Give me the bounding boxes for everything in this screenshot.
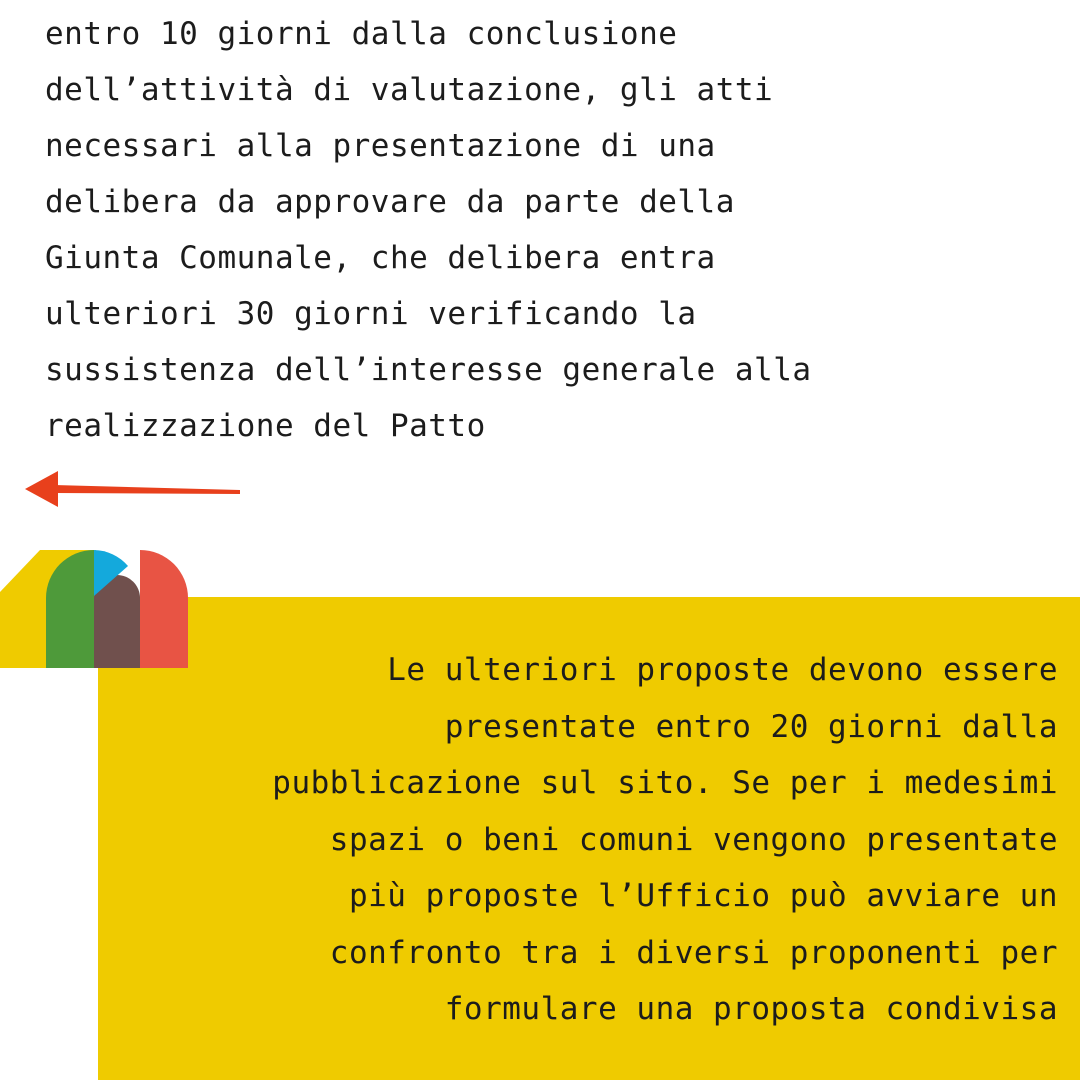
highlight-line: formulare una proposta condivisa bbox=[444, 991, 1058, 1027]
logo-icon bbox=[0, 548, 190, 670]
highlight-line: presentate entro 20 giorni dalla bbox=[444, 708, 1058, 745]
highlight-line: pubblicazione sul sito. Se per i medesimi bbox=[272, 765, 1058, 801]
highlight-line: confronto tra i diversi proponenti per bbox=[329, 934, 1058, 971]
paragraph-line: entro 10 giorni dalla conclusione bbox=[45, 16, 678, 52]
paragraph-line: necessari alla presentazione di una bbox=[45, 128, 716, 164]
left-arrow-icon[interactable] bbox=[22, 466, 246, 512]
highlight-line: Le ulteriori proposte devono essere bbox=[387, 652, 1058, 688]
paragraph-line: realizzazione del Patto bbox=[45, 408, 486, 444]
highlight-line: più proposte l’Ufficio può avviare un bbox=[348, 878, 1058, 914]
paragraph-line: delibera da approvare da parte della bbox=[45, 184, 735, 220]
highlight-paragraph bbox=[98, 642, 1058, 1038]
paragraph-line: dell’attività di valutazione, gli atti bbox=[45, 72, 774, 108]
paragraph-line: ulteriori 30 giorni verificando la bbox=[45, 296, 697, 332]
paragraph-line: Giunta Comunale, che delibera entra bbox=[45, 240, 716, 276]
highlight-line: spazi o beni comuni vengono presentate bbox=[329, 821, 1058, 858]
paragraph-line: sussistenza dell’interesse generale alla bbox=[45, 352, 812, 388]
top-paragraph bbox=[45, 6, 1045, 454]
